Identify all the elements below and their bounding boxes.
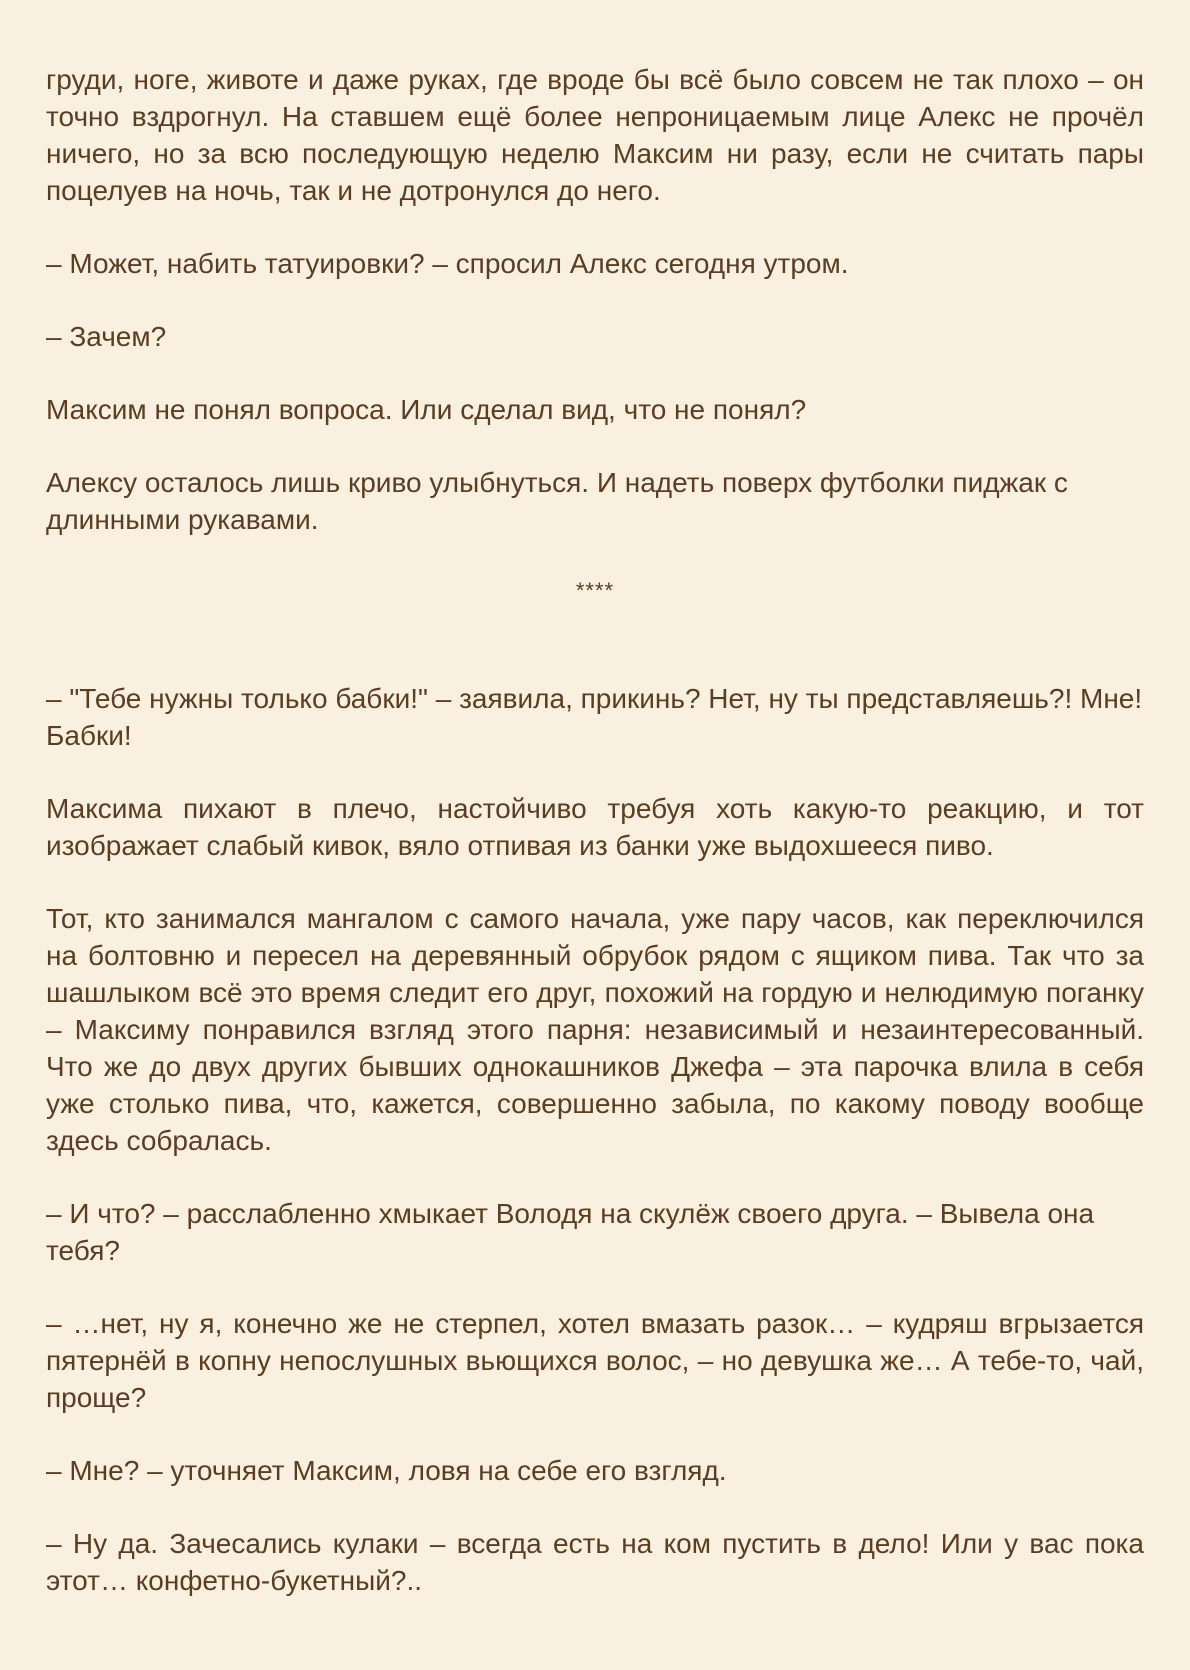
paragraph: Максим не понял вопроса. Или сделал вид, что не понял? [46, 394, 807, 425]
paragraph: груди, ноге, животе и даже руках, где вроде бы всё было совсем не так плохо – он точно вздрогнул. На ставшем ещё более непроницаемым лице Алекс не прочёл ничего, но за всю последующую неделю Максим ни разу, если не считать пары поцелуев на ночь, так и не дотронулся до него. [46, 64, 1144, 206]
paragraph: – Ну да. Зачесались кулаки – всегда есть на ком пустить в дело! Или у вас пока этот… конфетно-букетный?.. [46, 1528, 1144, 1596]
paragraph: Тот, кто занимался мангалом с самого начала, уже пару часов, как переключился на болтовню и пересел на деревянный обрубок рядом с ящиком пива. Так что за шашлыком всё это время следит его друг, похожий на гордую и нелюдимую поганку – Максиму понравился взгляд этого парня: независимый и незаинтересованный. Что же до двух других бывших однокашников Джефа – эта парочка влила в себя уже столько пива, что, кажется, совершенно забыла, по какому поводу вообще здесь собралась. [46, 903, 1144, 1156]
section-separator: **** [575, 578, 615, 603]
paragraph: – Зачем? [46, 321, 167, 352]
paragraph: – Мне? – уточняет Максим, ловя на себе его взгляд. [46, 1455, 727, 1486]
paragraph: – "Тебе нужны только бабки!" – заявила, прикинь? Нет, ну ты представляешь?! Мне! Бабки! [46, 683, 1143, 751]
paragraph: Максима пихают в плечо, настойчиво требуя хоть какую-то реакцию, и тот изображает слабый кивок, вяло отпивая из банки уже выдохшееся пиво. [46, 793, 1144, 861]
paragraph: – …нет, ну я, конечно же не стерпел, хотел вмазать разок… – кудряш вгрызается пятернёй в копну непослушных вьющихся волос, – но девушка же… А тебе-то, чай, проще? [46, 1308, 1144, 1413]
paragraph: – Может, набить татуировки? – спросил Алекс сегодня утром. [46, 248, 849, 279]
paragraph: Алексу осталось лишь криво улыбнуться. И надеть поверх футболки пиджак с длинными рукавами. [46, 467, 1068, 535]
paragraph: – И что? – расслабленно хмыкает Володя на скулёж своего друга. – Вывела она тебя? [46, 1198, 1095, 1266]
